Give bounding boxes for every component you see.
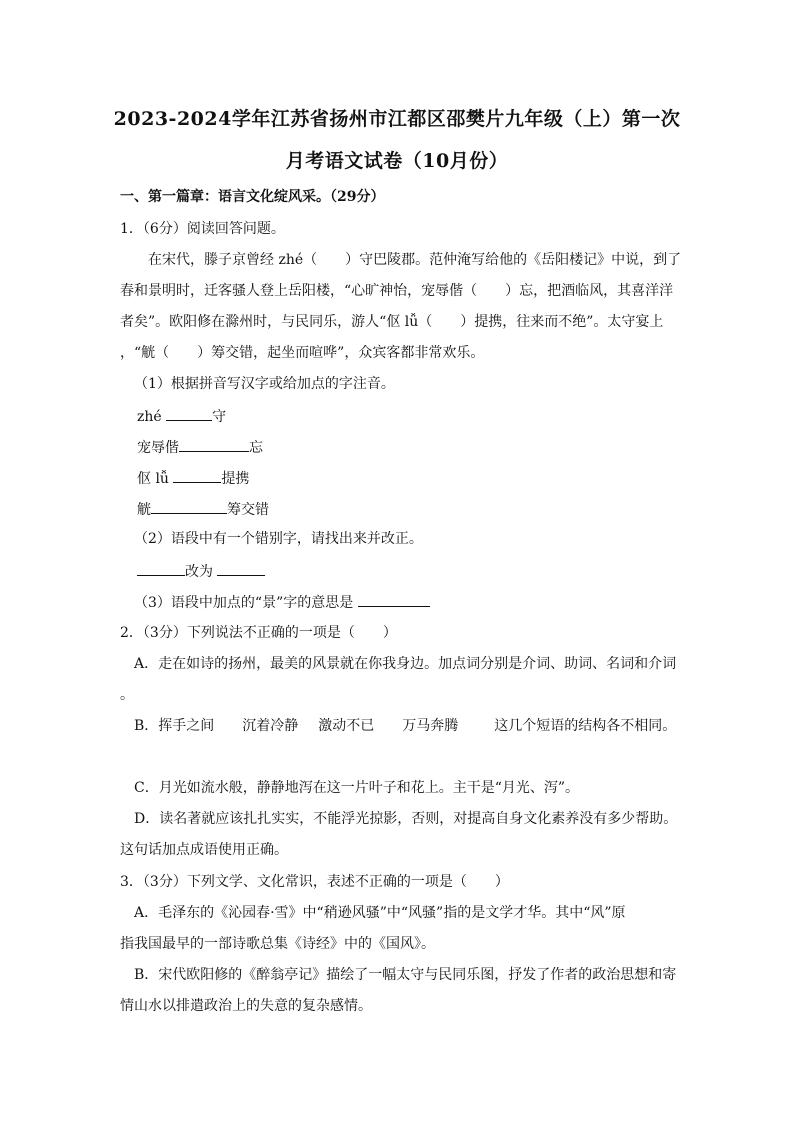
- option-b-phrase-1: B．挥手之间: [134, 718, 215, 734]
- exam-title-line-2: 月考语文试卷（10月份）: [285, 150, 509, 172]
- question-2-option-c: C．月光如流水般，静静地泻在这一片叶子和花上。主干是“月光、泻”。: [134, 780, 580, 796]
- option-b-phrase-2: 沉着冷静: [242, 718, 299, 734]
- question-3-option-b-continued: 情山水以排遣政治上的失意的复杂感情。: [120, 998, 372, 1014]
- option-b-tail: 这几个短语的结构各不相同。: [494, 718, 677, 734]
- fill-item-suffix: 忘: [249, 440, 263, 456]
- question-2-option-d: D．读名著就应该扎扎实实，不能浮光掠影，否则，对提高自身文化素养没有多少帮助。: [134, 811, 678, 827]
- question-1-subquestion-3: [134, 592, 430, 612]
- question-1-passage-line: 者矣”。欧阳修在滁州时，与民同乐，游人“伛 lǚ（ ）提携，往来而不绝”。太守宴上: [120, 314, 664, 330]
- fill-item-2: [137, 437, 263, 457]
- question-3-option-a-continued: 指我国最早的一部诗歌总集《诗经》中的《国风》。: [120, 936, 435, 952]
- question-1-passage-line: ，“觥（ ）筹交错，起坐而喧哗”，众宾客都非常欢乐。: [120, 345, 485, 361]
- fill-item-suffix: 筹交错: [227, 502, 269, 518]
- correction-row: [137, 561, 265, 581]
- fill-item-1: [137, 406, 226, 426]
- question-1-subquestion-1: （1）根据拼音写汉字或给加点的字注音。: [134, 376, 395, 392]
- question-1-passage-line: 春和景明时，迁客骚人登上岳阳楼，“心旷神怡，宠辱偕（ ）忘，把酒临风，其喜洋洋: [120, 283, 674, 299]
- question-1-stem: 1．（6分）阅读回答问题。: [120, 221, 285, 237]
- fill-item-label: 觥: [137, 502, 151, 518]
- fill-item-4: [137, 499, 269, 519]
- correction-label: 改为: [185, 564, 213, 580]
- fill-item-label: 伛 lǚ: [137, 471, 174, 487]
- answer-blank[interactable]: [151, 499, 227, 514]
- question-3-stem: 3．（3分）下列文学、文化常识，表述不正确的一项是（ ）: [120, 874, 509, 890]
- question-2-option-d-continued: 这句话加点成语使用正确。: [120, 842, 288, 858]
- answer-blank[interactable]: [137, 561, 185, 576]
- exam-title-line-1: 2023-2024学年江苏省扬州市江都区邵樊片九年级（上）第一次: [113, 108, 681, 130]
- option-b-phrase-3: 激动不已: [318, 718, 375, 734]
- answer-blank[interactable]: [166, 406, 212, 421]
- fill-item-suffix: 守: [212, 409, 227, 425]
- option-b-phrase-4: 万马奔腾: [402, 718, 459, 734]
- question-2-option-a-continued: 。: [120, 687, 134, 703]
- question-2-option-a: A．走在如诗的扬州，最美的风景就在你我身边。加点词分别是介词、助词、名词和介词: [134, 656, 677, 672]
- answer-blank[interactable]: [179, 437, 249, 452]
- question-3-option-a: A．毛泽东的《沁园春·雪》中“稍逊风骚”中“风骚”指的是文学才华。其中“风”原: [134, 905, 626, 921]
- question-1-subquestion-2: （2）语段中有一个错别字，请找出来并改正。: [134, 531, 423, 547]
- subquestion-3-text: （3）语段中加点的“景”字的意思是: [134, 595, 354, 611]
- question-1-passage-line: 在宋代，滕子京曾经 zhé（ ）守巴陵郡。范仲淹写给他的《岳阳楼记》中说，到了: [148, 252, 682, 268]
- fill-item-label: 宠辱偕: [137, 440, 179, 456]
- question-2-stem: 2．（3分）下列说法不正确的一项是（ ）: [120, 625, 397, 641]
- answer-blank[interactable]: [217, 561, 265, 576]
- section-heading: 一、第一篇章：语言文化绽风采。（29分）: [120, 189, 385, 205]
- answer-blank[interactable]: [358, 592, 430, 607]
- fill-item-label: zhé: [137, 409, 167, 425]
- question-2-option-b: [134, 717, 676, 735]
- answer-blank[interactable]: [173, 468, 221, 483]
- fill-item-3: [137, 468, 249, 488]
- fill-item-suffix: 提携: [221, 471, 250, 487]
- question-3-option-b: B．宋代欧阳修的《醉翁亭记》描绘了一幅太守与民同乐图，抒发了作者的政治思想和寄: [134, 967, 677, 983]
